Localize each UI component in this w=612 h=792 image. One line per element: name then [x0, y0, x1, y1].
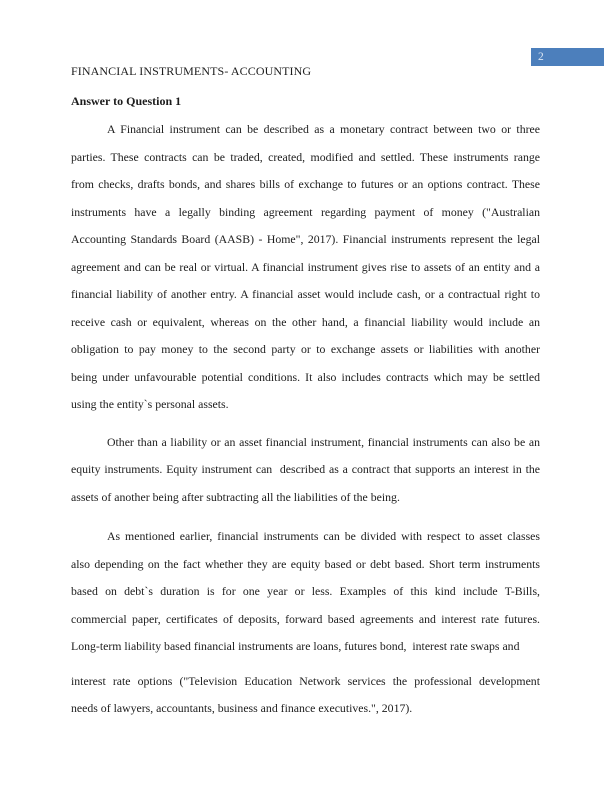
text-line: As mentioned earlier, financial instruments can be divided with respect to asset classes — [107, 529, 540, 543]
paragraph — [71, 523, 540, 661]
text-line: instruments have a legally binding agreement regarding payment of money ("Australian — [71, 204, 540, 219]
running-head: FINANCIAL INSTRUMENTS- ACCOUNTING — [71, 64, 312, 78]
text-line: Accounting Standards Board (AASB) - Home", 2017). Financial instruments represent the legal — [71, 232, 540, 246]
text-line: financial liability of another entry. A financial asset would include cash, or a contractual right to — [71, 287, 540, 301]
text-line: obligation to pay money to the second party or to exchange assets or liabilities with another — [71, 342, 540, 356]
text-line: interest rate options ("Television Education Network services the professional development — [71, 673, 540, 688]
paragraph-continuation — [71, 668, 540, 723]
text-line: A Financial instrument can be described as a monetary contract between two or three — [107, 122, 540, 136]
text-line: receive cash or equivalent, whereas on the other hand, a financial liability would include an — [71, 314, 540, 329]
text-line: from checks, drafts bonds, and shares bills of exchange to futures or an options contract. These — [71, 177, 540, 191]
text-line: Long-term liability based financial instruments are loans, futures bond, interest rate swaps and — [71, 639, 520, 653]
text-line: based on debt`s duration is for one year or less. Examples of this kind include T-Bills, — [71, 584, 540, 598]
page-number: 2 — [538, 51, 544, 63]
paragraph — [71, 429, 540, 512]
text-line: equity instruments. Equity instrument can described as a contract that supports an interest in the — [71, 462, 540, 476]
text-line: Other than a liability or an asset financial instrument, financial instruments can also be an — [107, 434, 540, 449]
page-number-box — [531, 48, 604, 66]
text-line: agreement and can be real or virtual. A financial instrument gives rise to assets of an entity and a — [71, 259, 540, 274]
text-line: using the entity`s personal assets. — [71, 397, 229, 411]
section-heading: Answer to Question 1 — [71, 94, 182, 108]
text-line: also depending on the fact whether they are equity based or debt based. Short term instruments — [71, 556, 540, 571]
text-line: parties. These contracts can be traded, created, modified and settled. These instruments range — [71, 149, 540, 164]
text-line: being under unfavourable potential conditions. It also includes contracts which may be settled — [71, 369, 540, 384]
text-line: commercial paper, certificates of deposits, forward based agreements and interest rate futures. — [71, 611, 540, 626]
paragraph — [71, 116, 540, 419]
document-body — [71, 116, 540, 723]
text-line: needs of lawyers, accountants, business and finance executives.", 2017). — [71, 701, 413, 715]
text-line: assets of another being after subtracting all the liabilities of the being. — [71, 489, 400, 504]
